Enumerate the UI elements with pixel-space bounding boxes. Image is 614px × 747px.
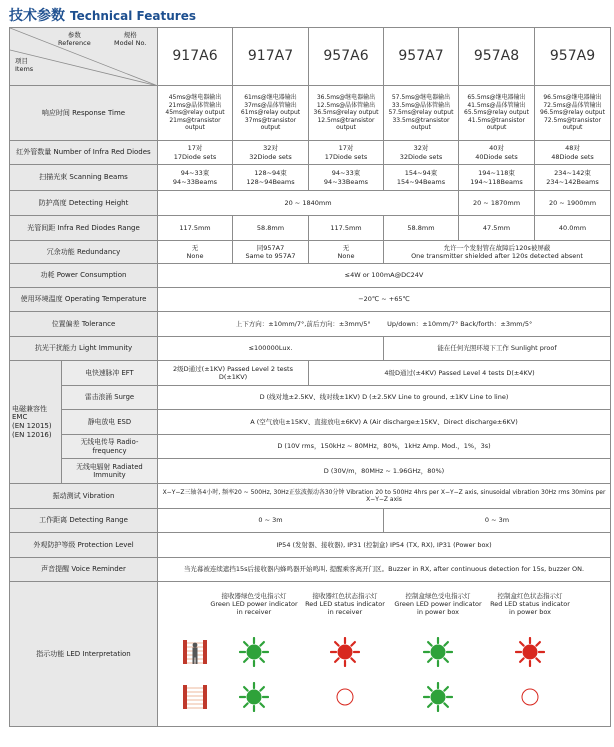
led-off-icon — [330, 682, 360, 712]
row-detecting-range — [10, 509, 611, 533]
row-emc-eft — [10, 361, 611, 386]
cell: 0 ~ 3m — [384, 509, 611, 533]
cell: 194~118束 194~118Beams — [459, 165, 535, 191]
title-cn: 技术参数 — [9, 8, 65, 24]
green-led-icon — [239, 682, 269, 712]
label-eft: 电快速脉冲 EFT — [62, 361, 158, 386]
label-surge: 雷击浪涌 Surge — [62, 386, 158, 410]
row-height — [10, 191, 611, 216]
cell: D (线对地±2.5KV、线对线±1KV) D (±2.5KV Line to ground, ±1KV Line to line) — [158, 386, 611, 410]
led-off-icon — [515, 682, 545, 712]
cell: 允许一个发射管在故障后120s被屏蔽 One transmitter shielded after 120s detected absent — [384, 241, 611, 264]
row-led — [10, 582, 611, 727]
label-response-time: 响应时间 Response Time — [10, 86, 158, 141]
row-emc-radio — [10, 435, 611, 459]
model-917a7: 917A7 — [233, 28, 309, 86]
cell: 0 ~ 3m — [158, 509, 384, 533]
header-row — [10, 28, 611, 86]
green-led-icon — [423, 637, 453, 667]
led-header: 控制盒红色状态指示灯 Red LED status indicator in power box — [490, 592, 570, 617]
row-voice — [10, 558, 611, 582]
cell: 154~94束 154~94Beams — [384, 165, 459, 191]
header-corner-cell — [10, 28, 158, 86]
cell: X−Y−Z三轴各4小时, 频率20 ~ 500Hz, 30Hz正弦波振动各30分钟 Vibration 20 to 500Hz 4hrs per X−Y−Z axis, sinusoidal vibration 30Hz rms 30mins per X−Y−Z axis — [158, 484, 611, 509]
label-esd: 静电放电 ESD — [62, 410, 158, 435]
model-957a6: 957A6 — [309, 28, 384, 86]
label-radiated: 无线电辐射 Radiated Immunity — [62, 459, 158, 484]
spec-table — [9, 27, 611, 727]
label-protection: 外观防护等级 Protection Level — [10, 533, 158, 558]
cell: 能在任何光照环境下工作 Sunlight proof — [384, 337, 611, 361]
label-height: 防护高度 Detecting Height — [10, 191, 158, 216]
model-957a8: 957A8 — [459, 28, 535, 86]
cell: D (10V rms，150kHz ~ 80MHz，80%，1kHz Amp. Mod.，1%，3s) — [158, 435, 611, 459]
cell: 58.8mm — [233, 216, 309, 241]
cell: 40对 40Diode sets — [459, 141, 535, 165]
label-radio: 无线电传导 Radio-frequency — [62, 435, 158, 459]
cell: ≤100000Lux. — [158, 337, 384, 361]
cell: ≤4W or 100mA@DC24V — [158, 264, 611, 288]
cell: 48对 48Diode sets — [535, 141, 611, 165]
model-957a7: 957A7 — [384, 28, 459, 86]
cell: 17对 17Diode sets — [309, 141, 384, 165]
cell: 58.8mm — [384, 216, 459, 241]
cell: 20 ~ 1870mm — [459, 191, 535, 216]
cell: 65.5ms@继电器输出 41.5ms@晶体管输出 65.5ms@relay output 41.5ms@transistor output — [459, 86, 535, 141]
led-header: 控制盒绿色受电指示灯 Green LED power indicator in power box — [394, 592, 482, 617]
cell: D (30V/m，80MHz ~ 1.96GHz，80%) — [158, 459, 611, 484]
row-response-time — [10, 86, 611, 141]
label-detecting-range: 工作距离 Detecting Range — [10, 509, 158, 533]
led-header: 接收器红色状态指示灯 Red LED status indicator in receiver — [305, 592, 385, 617]
cell: 20 ~ 1840mm — [158, 191, 459, 216]
row-power — [10, 264, 611, 288]
label-led: 指示功能 LED Interpretation — [10, 582, 158, 727]
cell: 94~33束 94~33Beams — [158, 165, 233, 191]
cell: 同957A7 Same to 957A7 — [233, 241, 309, 264]
light-curtain-clear-icon — [182, 684, 208, 710]
row-emc-esd — [10, 410, 611, 435]
header-items: 项目 Items — [15, 57, 34, 73]
cell: 94~33束 94~33Beams — [309, 165, 384, 191]
cell: 上下方向：±10mm/7°,前后方向：±3mm/5° Up/down：±10mm/7° Back/forth：±3mm/5° — [158, 312, 611, 337]
cell: 47.5mm — [459, 216, 535, 241]
red-led-icon — [330, 637, 360, 667]
label-light-immunity: 抗光干扰能力 Light Immunity — [10, 337, 158, 361]
cell: 45ms@继电器输出 21ms@晶体管输出 45ms@relay output 21ms@transistor output — [158, 86, 233, 141]
cell: 61ms@继电器输出 37ms@晶体管输出 61ms@relay output 37ms@transistor output — [233, 86, 309, 141]
label-diodes: 红外管数量 Number of Infra Red Diodes — [10, 141, 158, 165]
cell: 128~94束 128~94Beams — [233, 165, 309, 191]
cell: 20 ~ 1900mm — [535, 191, 611, 216]
header-model: 规格 Model No. — [114, 31, 147, 47]
green-led-icon — [423, 682, 453, 712]
cell: 234~142束 234~142Beams — [535, 165, 611, 191]
label-vibration: 振动测试 Vibration — [10, 484, 158, 509]
cell: 117.5mm — [158, 216, 233, 241]
row-tolerance — [10, 312, 611, 337]
cell: 32对 32Diode sets — [384, 141, 459, 165]
row-protection — [10, 533, 611, 558]
model-957a9: 957A9 — [535, 28, 611, 86]
cell: 96.5ms@继电器输出 72.5ms@晶体管输出 96.5ms@relay output 72.5ms@transistor output — [535, 86, 611, 141]
row-emc-surge — [10, 386, 611, 410]
cell: A (空气放电±15KV、直接放电±6KV) A (Air discharge±15KV、Direct discharge±6KV) — [158, 410, 611, 435]
led-panel — [158, 582, 611, 727]
cell: 117.5mm — [309, 216, 384, 241]
label-tolerance: 位置偏差 Tolerance — [10, 312, 158, 337]
row-range — [10, 216, 611, 241]
led-header: 接收器绿色受电指示灯 Green LED power indicator in receiver — [210, 592, 298, 617]
label-power: 功耗 Power Consumption — [10, 264, 158, 288]
cell: 32对 32Diode sets — [233, 141, 309, 165]
row-light-immunity — [10, 337, 611, 361]
cell: 2级D通过(±1KV) Passed Level 2 tests D(±1KV) — [158, 361, 309, 386]
cell: 40.0mm — [535, 216, 611, 241]
row-diodes — [10, 141, 611, 165]
cell: 4级D通过(±4KV) Passed Level 4 tests D(±4KV) — [309, 361, 611, 386]
row-vibration — [10, 484, 611, 509]
label-temperature: 使用环境温度 Operating Temperature — [10, 288, 158, 312]
cell: 36.5ms@继电器输出 12.5ms@晶体管输出 36.5ms@relay output 12.5ms@transistor output — [309, 86, 384, 141]
model-917a6: 917A6 — [158, 28, 233, 86]
row-temperature — [10, 288, 611, 312]
green-led-icon — [239, 637, 269, 667]
label-range: 光管间距 Infra Red Diodes Range — [10, 216, 158, 241]
cell: IP54 (发射器、接收器), IP31 (控制盒) IP54 (TX, RX), IP31 (Power box) — [158, 533, 611, 558]
row-beams — [10, 165, 611, 191]
header-param: 参数 Reference — [58, 31, 91, 47]
label-beams: 扫描光束 Scanning Beams — [10, 165, 158, 191]
row-emc-radiated — [10, 459, 611, 484]
page-title — [9, 5, 196, 25]
cell: −20℃ ~ +65℃ — [158, 288, 611, 312]
label-redundancy: 冗余功能 Redundancy — [10, 241, 158, 264]
cell: 57.5ms@继电器输出 33.5ms@晶体管输出 57.5ms@relay output 33.5ms@transistor output — [384, 86, 459, 141]
cell: 无 None — [309, 241, 384, 264]
label-voice: 声音提醒 Voice Reminder — [10, 558, 158, 582]
label-emc: 电磁兼容性 EMC (EN 12015) (EN 12016) — [10, 361, 62, 484]
row-redundancy — [10, 241, 611, 264]
title-en: Technical Features — [70, 9, 196, 23]
cell: 当光幕被连续遮挡15s后接收器内蜂鸣器开始鸣叫, 提醒乘客离开门区。Buzzer in RX, after continuous detection for 15s, buzzer ON. — [158, 558, 611, 582]
light-curtain-blocked-icon — [182, 639, 208, 665]
cell: 无 None — [158, 241, 233, 264]
cell: 17对 17Diode sets — [158, 141, 233, 165]
red-led-icon — [515, 637, 545, 667]
